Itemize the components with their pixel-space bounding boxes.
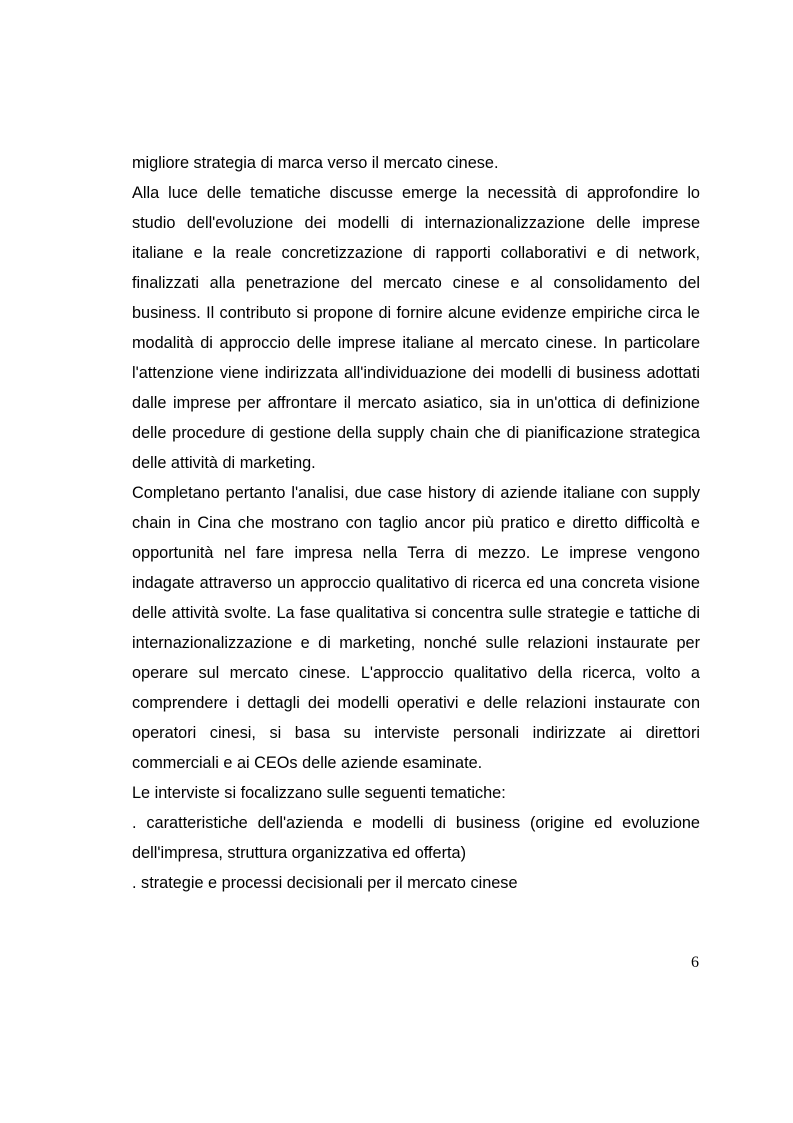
paragraph-continuation: migliore strategia di marca verso il mercato cinese. (132, 154, 499, 172)
paragraph-research-aim: Alla luce delle tematiche discusse emerge la necessità di approfondire lo studio dell'evoluzione dei modelli di internazionalizzazione delle imprese italiane e la reale concretizzazione di rapporti collaborativi e di network, finalizzati alla penetrazione del mercato cinese e al consolidamento del business. Il contributo si propone di fornire alcune evidenze empiriche circa le modalità di approccio delle imprese italiane al mercato cinese. In particolare l'attenzione viene indirizzata all'individuazione dei modelli di business adottati dalle imprese per affrontare il mercato asiatico, sia in un'ottica di definizione delle procedure di gestione della supply chain che di pianificazione strategica delle attività di marketing. (132, 184, 700, 472)
paragraph-interview-topics-intro: Le interviste si focalizzano sulle seguenti tematiche: (132, 784, 506, 802)
paragraph-case-histories: Completano pertanto l'analisi, due case history di aziende italiane con supply chain in Cina che mostrano con taglio ancor più pratico e diretto difficoltà e opportunità nel fare impresa nella Terra di mezzo. Le imprese vengono indagate attraverso un approccio qualitativo di ricerca ed una concreta visione delle attività svolte. La fase qualitativa si concentra sulle strategie e tattiche di internazionalizzazione e di marketing, nonché sulle relazioni instaurate per operare sul mercato cinese. L'approccio qualitativo della ricerca, volto a comprendere i dettagli dei modelli operativi e delle relazioni instaurate con operatori cinesi, si basa su interviste personali indirizzate ai direttori commerciali e ai CEOs delle aziende esaminate. (132, 484, 700, 772)
list-item-strategies: . strategie e processi decisionali per il mercato cinese (132, 874, 518, 892)
body-text (132, 148, 700, 898)
page-number: 6 (691, 954, 699, 971)
list-item-company-characteristics: . caratteristiche dell'azienda e modelli di business (origine ed evoluzione dell'impresa, struttura organizzativa ed offerta) (132, 814, 700, 862)
